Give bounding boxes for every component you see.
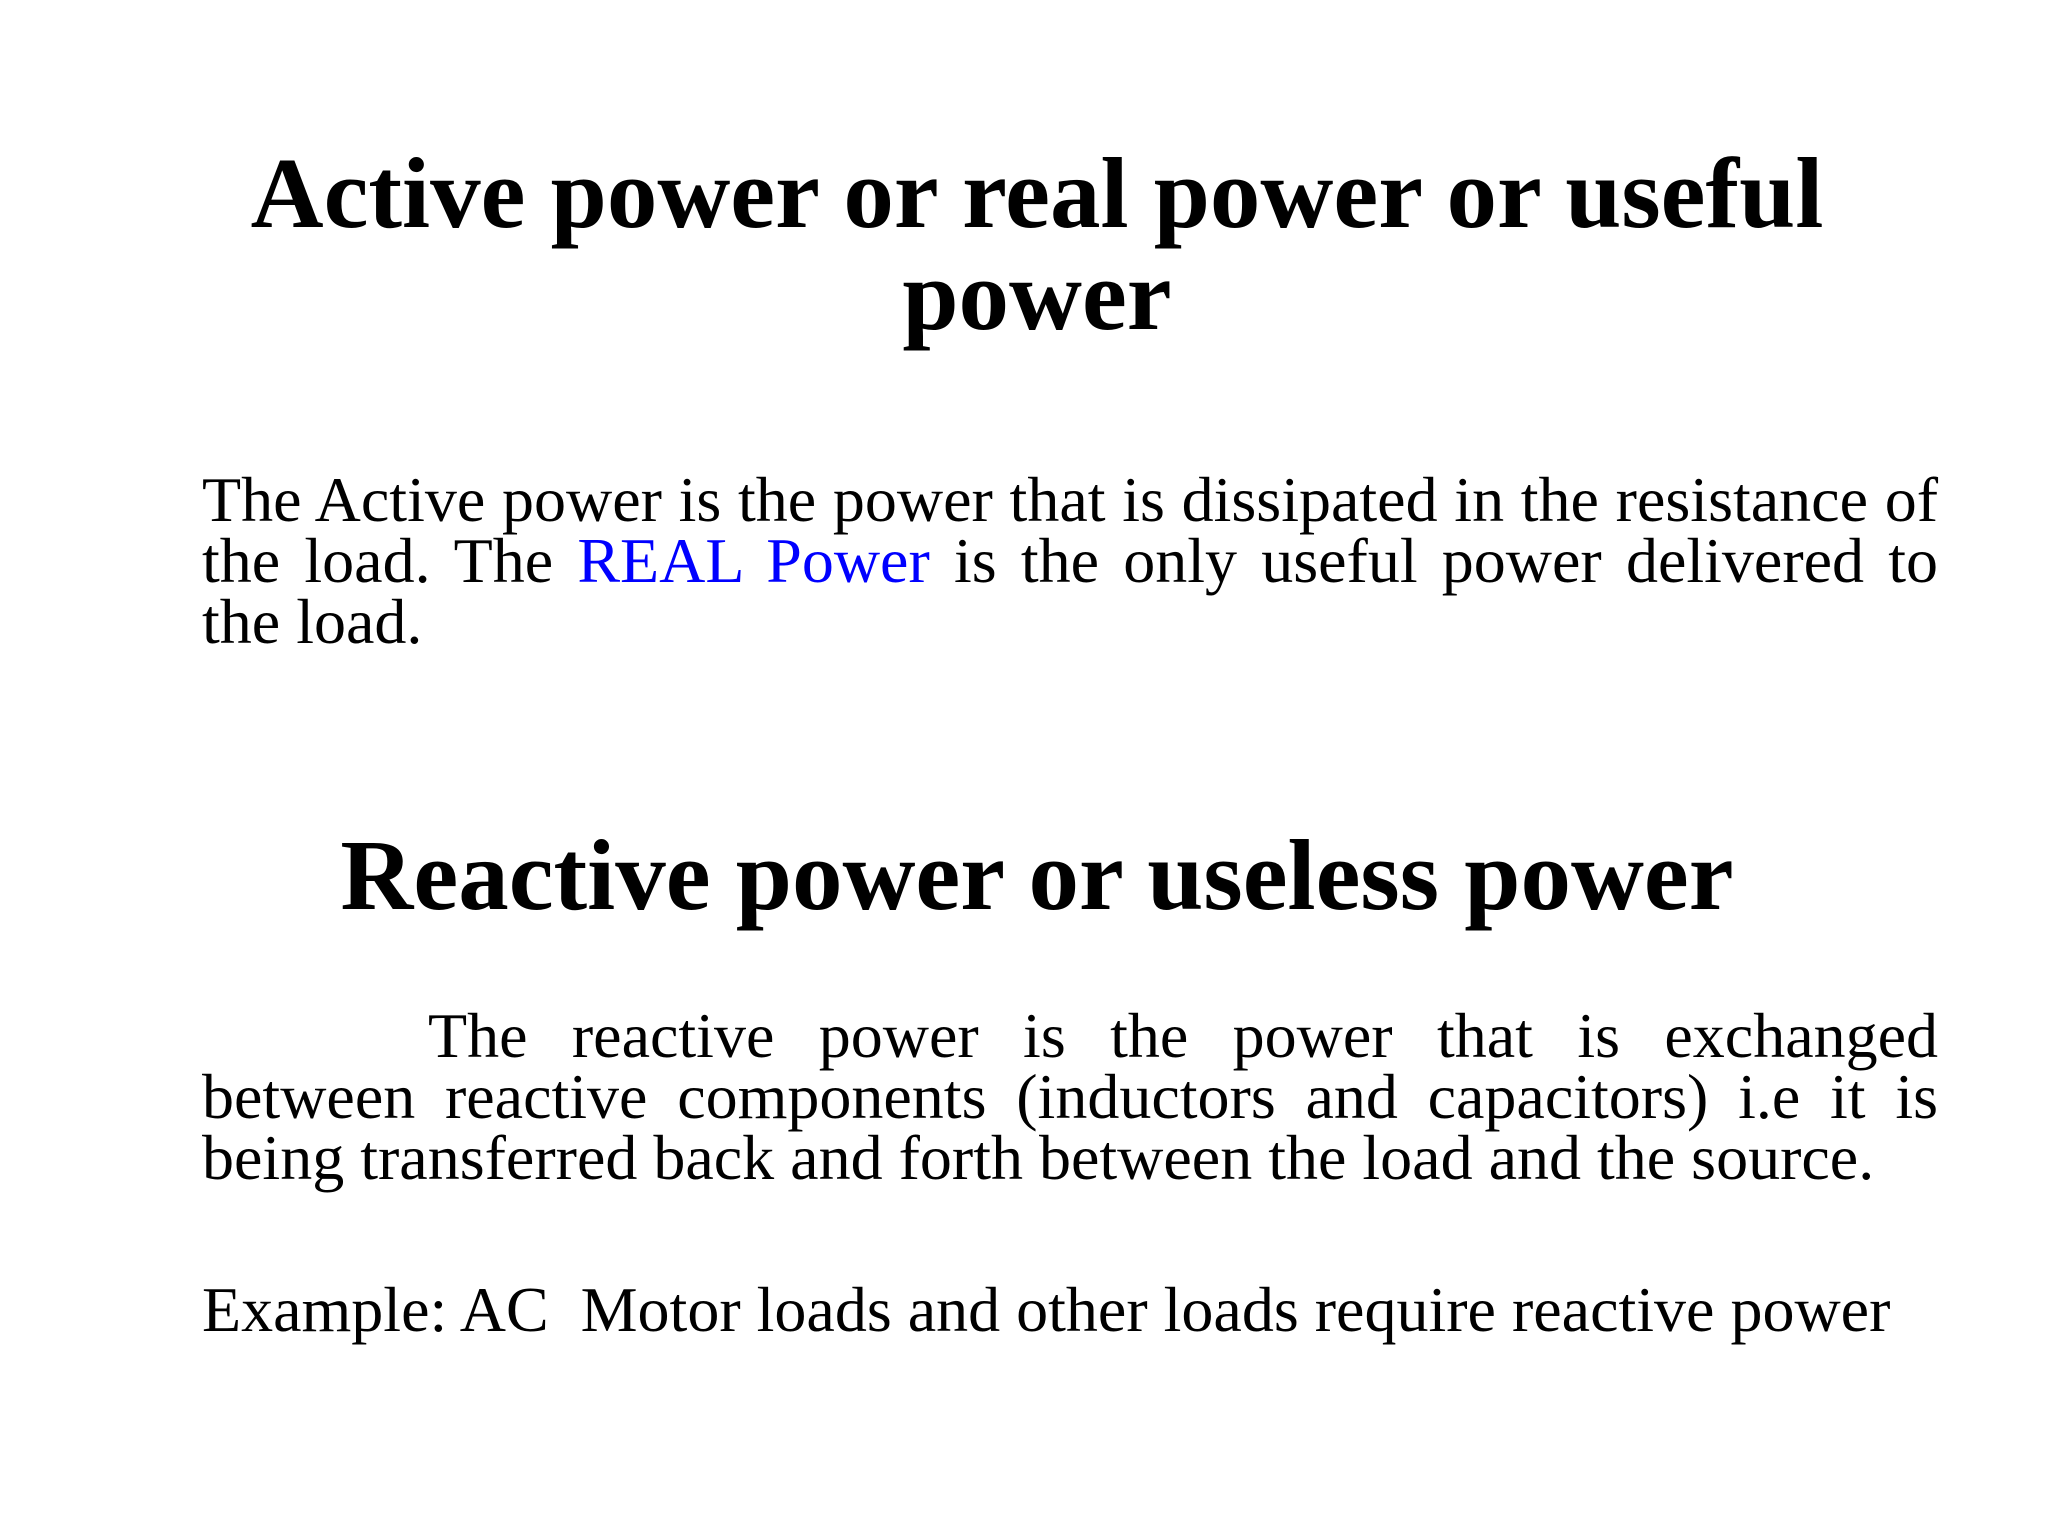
real-power-highlight: REAL Power xyxy=(577,525,930,596)
active-power-heading: Active power or real power or useful power xyxy=(250,137,1824,351)
reactive-power-description: The reactive power is the power that is exchanged between reactive components (inductors and capacitors) i.e it is being transferred back and forth between the load and the source. xyxy=(202,1000,1938,1193)
active-power-text-before: The Active power is the power that is dissipated in the resistance of the load. The xyxy=(202,464,1938,596)
reactive-power-heading: Reactive power or useless power xyxy=(340,819,1734,931)
reactive-power-example: Example: AC Motor loads and other loads require reactive power xyxy=(202,1274,1891,1345)
active-power-description xyxy=(202,464,1939,657)
active-power-text-after: is the only useful power delivered to the load. xyxy=(202,525,1939,657)
